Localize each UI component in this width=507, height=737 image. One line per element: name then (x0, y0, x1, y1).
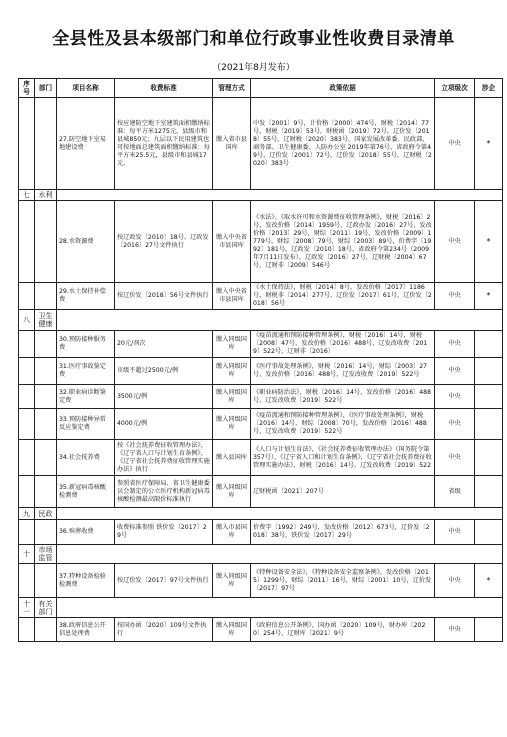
table-row (19, 440, 503, 476)
cell-management: 缴入县国库 (213, 440, 251, 476)
cell-management: 缴入同级国库 (213, 476, 251, 508)
cell-management: 缴入中央省市县国库 (213, 283, 251, 310)
table-row (19, 618, 503, 642)
cell-item-name: 37.特种设备检验检测费 (57, 564, 115, 598)
cell-no (19, 98, 35, 190)
cell-enterprise (475, 476, 503, 508)
section-number: 十一 (19, 598, 35, 618)
cell-dept (35, 385, 57, 409)
section-row (19, 190, 503, 201)
cell-item-name: 27.防空地下室易地建设费 (57, 98, 115, 190)
cell-item-name: 32.职业病诊断鉴定费 (57, 385, 115, 409)
cell-policy-basis: 《特种设备安全法》，《特种设备安全监察条例》，发改价格〔2015〕1299号，财综〔2011〕16号，财综〔2001〕10号，辽价发〔2017〕97号 (251, 564, 435, 598)
cell-policy-basis: 价费字〔1992〕249号，发改价格〔2012〕673号，辽价发〔2018〕38号，铁价发〔2017〕29号 (251, 520, 435, 545)
cell-level: 中央 (435, 520, 475, 545)
cell-standard: 按《社会抚养费征收管理办法》、《辽宁省人口与计划生育条例》、《辽宁省社会抚养费征收管理实施办法》执行 (115, 440, 213, 476)
cell-dept (35, 331, 57, 358)
cell-level: 中央 (435, 358, 475, 385)
cell-management: 缴入同级国库 (213, 618, 251, 642)
cell-enterprise (475, 520, 503, 545)
cell-no (19, 385, 35, 409)
cell-no (19, 283, 35, 310)
cell-enterprise: * (475, 98, 503, 190)
section-row (19, 310, 503, 331)
cell-no (19, 201, 35, 283)
cell-level: 中央 (435, 440, 475, 476)
table-row (19, 358, 503, 385)
section-filler (57, 508, 503, 520)
section-number: 七 (19, 190, 35, 201)
cell-no (19, 440, 35, 476)
section-dept: 市场监管 (35, 545, 57, 564)
section-dept: 有关部门 (35, 598, 57, 618)
cell-enterprise (475, 385, 503, 409)
table-row (19, 385, 503, 409)
cell-enterprise: * (475, 201, 503, 283)
table-row (19, 520, 503, 545)
table-row (19, 201, 503, 283)
table-row (19, 331, 503, 358)
cell-standard: 收费标准参照 铁价发〔2017〕29号 (115, 520, 213, 545)
cell-policy-basis: 辽财税函〔2021〕207号 (251, 476, 435, 508)
cell-level: 中央 (435, 385, 475, 409)
table-row (19, 409, 503, 440)
table-row (19, 564, 503, 598)
cell-item-name: 31.医疗事故鉴定费 (57, 358, 115, 385)
cell-policy-basis: 《人口与计划生育法》，《社会抚养费征收管理办法》（国务院令第357号），《辽宁省人口和计划生育条例》，《辽宁省社会抚养费征收管理实施办法》，财税〔2016〕14号，辽发改收费〔2019〕522 (251, 440, 435, 476)
cell-item-name: 28.水资源费 (57, 201, 115, 283)
cell-standard: 按国办函〔2020〕109号文件执行 (115, 618, 213, 642)
cell-dept (35, 564, 57, 598)
cell-no (19, 618, 35, 642)
cell-enterprise: * (475, 564, 503, 598)
cell-level: 中央 (435, 618, 475, 642)
section-number: 九 (19, 508, 35, 520)
header-no: 序号 (19, 79, 35, 98)
cell-level: 中央 (435, 409, 475, 440)
cell-enterprise (475, 440, 503, 476)
cell-management: 缴入中央省市县国库 (213, 201, 251, 283)
cell-level: 中央 (435, 564, 475, 598)
cell-level: 省级 (435, 476, 475, 508)
cell-dept (35, 409, 57, 440)
cell-management: 缴入同级国库 (213, 409, 251, 440)
cell-item-name: 33.预防接种异常反应鉴定费 (57, 409, 115, 440)
table-header-row (19, 79, 503, 98)
cell-policy-basis: 中发〔2001〕9号，计价格〔2000〕474号，财税〔2014〕77号，财税〔2019〕53号，财税函〔2019〕72号，辽价发〔2018〕55号，辽财税〔2020〕383号，国家发展改革委、民政部、商务部、卫生健康委、人防办公室 2019年第76号，省政府令第49号，辽价发〔2001〕72号，辽价发〔2018〕55号，辽财税〔2020〕383号 (251, 98, 435, 190)
section-filler (57, 190, 503, 201)
section-filler (57, 310, 503, 331)
cell-management: 缴入同级国库 (213, 564, 251, 598)
cell-item-name: 29.水土保持补偿费 (57, 283, 115, 310)
cell-no (19, 564, 35, 598)
cell-level: 中央 (435, 98, 475, 190)
table-row (19, 476, 503, 508)
cell-standard: 按辽价发〔2018〕56号文件执行 (115, 283, 213, 310)
header-level: 立项级次 (435, 79, 475, 98)
cell-standard: 4000元/例 (115, 409, 213, 440)
cell-policy-basis: 《职业病防治法》，财税〔2016〕14号，发改价格〔2016〕488号，辽发改收费〔2019〕522号 (251, 385, 435, 409)
cell-level: 中央 (435, 331, 475, 358)
cell-policy-basis: 《水法》、《取水许可和水资源费征收管理条例》，财税〔2016〕2号，发改价格〔2014〕1959号，辽政办发〔2016〕27号，发改价格〔2013〕29号，财综〔2011〕19号，发改价格〔2009〕1779号，财综〔2008〕79号，财综〔2003〕89号，价费字〔1992〕181号，辽政发〔2010〕18号，省政府令第234号（2009年7月11日发布），辽政发〔2016〕27号，辽财税〔2004〕67号，辽财非〔2009〕546号 (251, 201, 435, 283)
cell-policy-basis: 《政府信息公开条例》，国办函〔2020〕109号，财办库〔2020〕254号，辽财库〔2021〕9号 (251, 618, 435, 642)
cell-level: 中央 (435, 283, 475, 310)
header-item-name: 项目名称 (57, 79, 115, 98)
cell-enterprise (475, 618, 503, 642)
header-policy-basis: 政策依据 (251, 79, 435, 98)
cell-dept (35, 440, 57, 476)
page-subtitle: （2021年8月发布） (212, 63, 295, 73)
section-filler (57, 545, 503, 564)
cell-dept (35, 520, 57, 545)
cell-standard: 按辽政发〔2010〕18号、辽政发〔2016〕27号文件执行 (115, 201, 213, 283)
cell-enterprise (475, 409, 503, 440)
section-dept: 水利 (35, 190, 57, 201)
section-number: 八 (19, 310, 35, 331)
section-dept: 卫生健康 (35, 310, 57, 331)
cell-management: 缴入同级国库 (213, 331, 251, 358)
cell-no (19, 358, 35, 385)
header-enterprise: 涉企 (475, 79, 503, 98)
cell-level: 中央 (435, 201, 475, 283)
table-row (19, 283, 503, 310)
cell-standard: 3500元/例 (115, 385, 213, 409)
cell-no (19, 409, 35, 440)
page-title: 全县性及县本级部门和单位行政事业性收费目录清单 (52, 29, 455, 49)
cell-standard: 按辽价发〔2017〕97号文件执行 (115, 564, 213, 598)
section-filler (57, 598, 503, 618)
section-number: 十 (19, 545, 35, 564)
cell-policy-basis: 《疫苗流通和预防接种管理条例》，《医疗事故处理条例》，财税〔2016〕14号，财综〔2008〕70号，发改价格〔2016〕488号，辽发改收费〔2019〕522号 (251, 409, 435, 440)
header-standard: 收费标准 (115, 79, 213, 98)
cell-standard: 20元/剂次 (115, 331, 213, 358)
section-row (19, 598, 503, 618)
cell-item-name: 35.新冠病毒核酸检测费 (57, 476, 115, 508)
cell-item-name: 38.政府信息公开信息处理费 (57, 618, 115, 642)
cell-policy-basis: 《医疗事故处理条例》，财税〔2016〕14号，财综〔2003〕27号，发改价格〔2016〕488号，辽发改收费〔2019〕522号 (251, 358, 435, 385)
cell-no (19, 520, 35, 545)
cell-no (19, 476, 35, 508)
table-row (19, 98, 503, 190)
fee-catalog-table (18, 78, 503, 642)
cell-management: 缴入同级国库 (213, 358, 251, 385)
section-row (19, 545, 503, 564)
cell-no (19, 331, 35, 358)
cell-enterprise (475, 331, 503, 358)
cell-policy-basis: 《水土保持法》，财税〔2014〕8号，发改价格〔2017〕1186号，财税非〔2014〕277号，辽价发〔2017〕61号，辽价发〔2018〕56号 (251, 283, 435, 310)
cell-item-name: 36.殡葬收费 (57, 520, 115, 545)
cell-management: 缴入同级国库 (213, 385, 251, 409)
cell-dept (35, 476, 57, 508)
section-dept: 民政 (35, 508, 57, 520)
cell-dept (35, 201, 57, 283)
cell-enterprise (475, 358, 503, 385)
cell-management: 缴入市县国库 (213, 520, 251, 545)
cell-dept (35, 358, 57, 385)
cell-item-name: 34.社会抚养费 (57, 440, 115, 476)
cell-management: 缴入省市县国库 (213, 98, 251, 190)
cell-enterprise: * (475, 283, 503, 310)
cell-standard: 按应建防空地下室建筑面积缴纳标准：每平方米1275元，县级市和县城850元；九层以下民用建筑也可按地面总建筑面积缴纳标准：每平方米25.5元，县级市和县城17元。 (115, 98, 213, 190)
header-management: 管理方式 (213, 79, 251, 98)
section-row (19, 508, 503, 520)
cell-policy-basis: 《疫苗流通和预防接种管理条例》，财税〔2016〕14号，财税〔2008〕47号，发改价格〔2016〕488号，辽发改收费〔2019〕522号，辽财非〔2016〕 (251, 331, 435, 358)
cell-standard: 市级不超过2500元/例 (115, 358, 213, 385)
cell-dept (35, 283, 57, 310)
cell-item-name: 30.预防接种服务费 (57, 331, 115, 358)
cell-dept (35, 618, 57, 642)
cell-dept (35, 98, 57, 190)
table-body (19, 98, 503, 642)
cell-standard: 参照省医疗保障局、省卫生健康委员会制定的公立医疗机构新冠病毒核酸检测最高限价标准执行 (115, 476, 213, 508)
header-dept: 部门 (35, 79, 57, 98)
